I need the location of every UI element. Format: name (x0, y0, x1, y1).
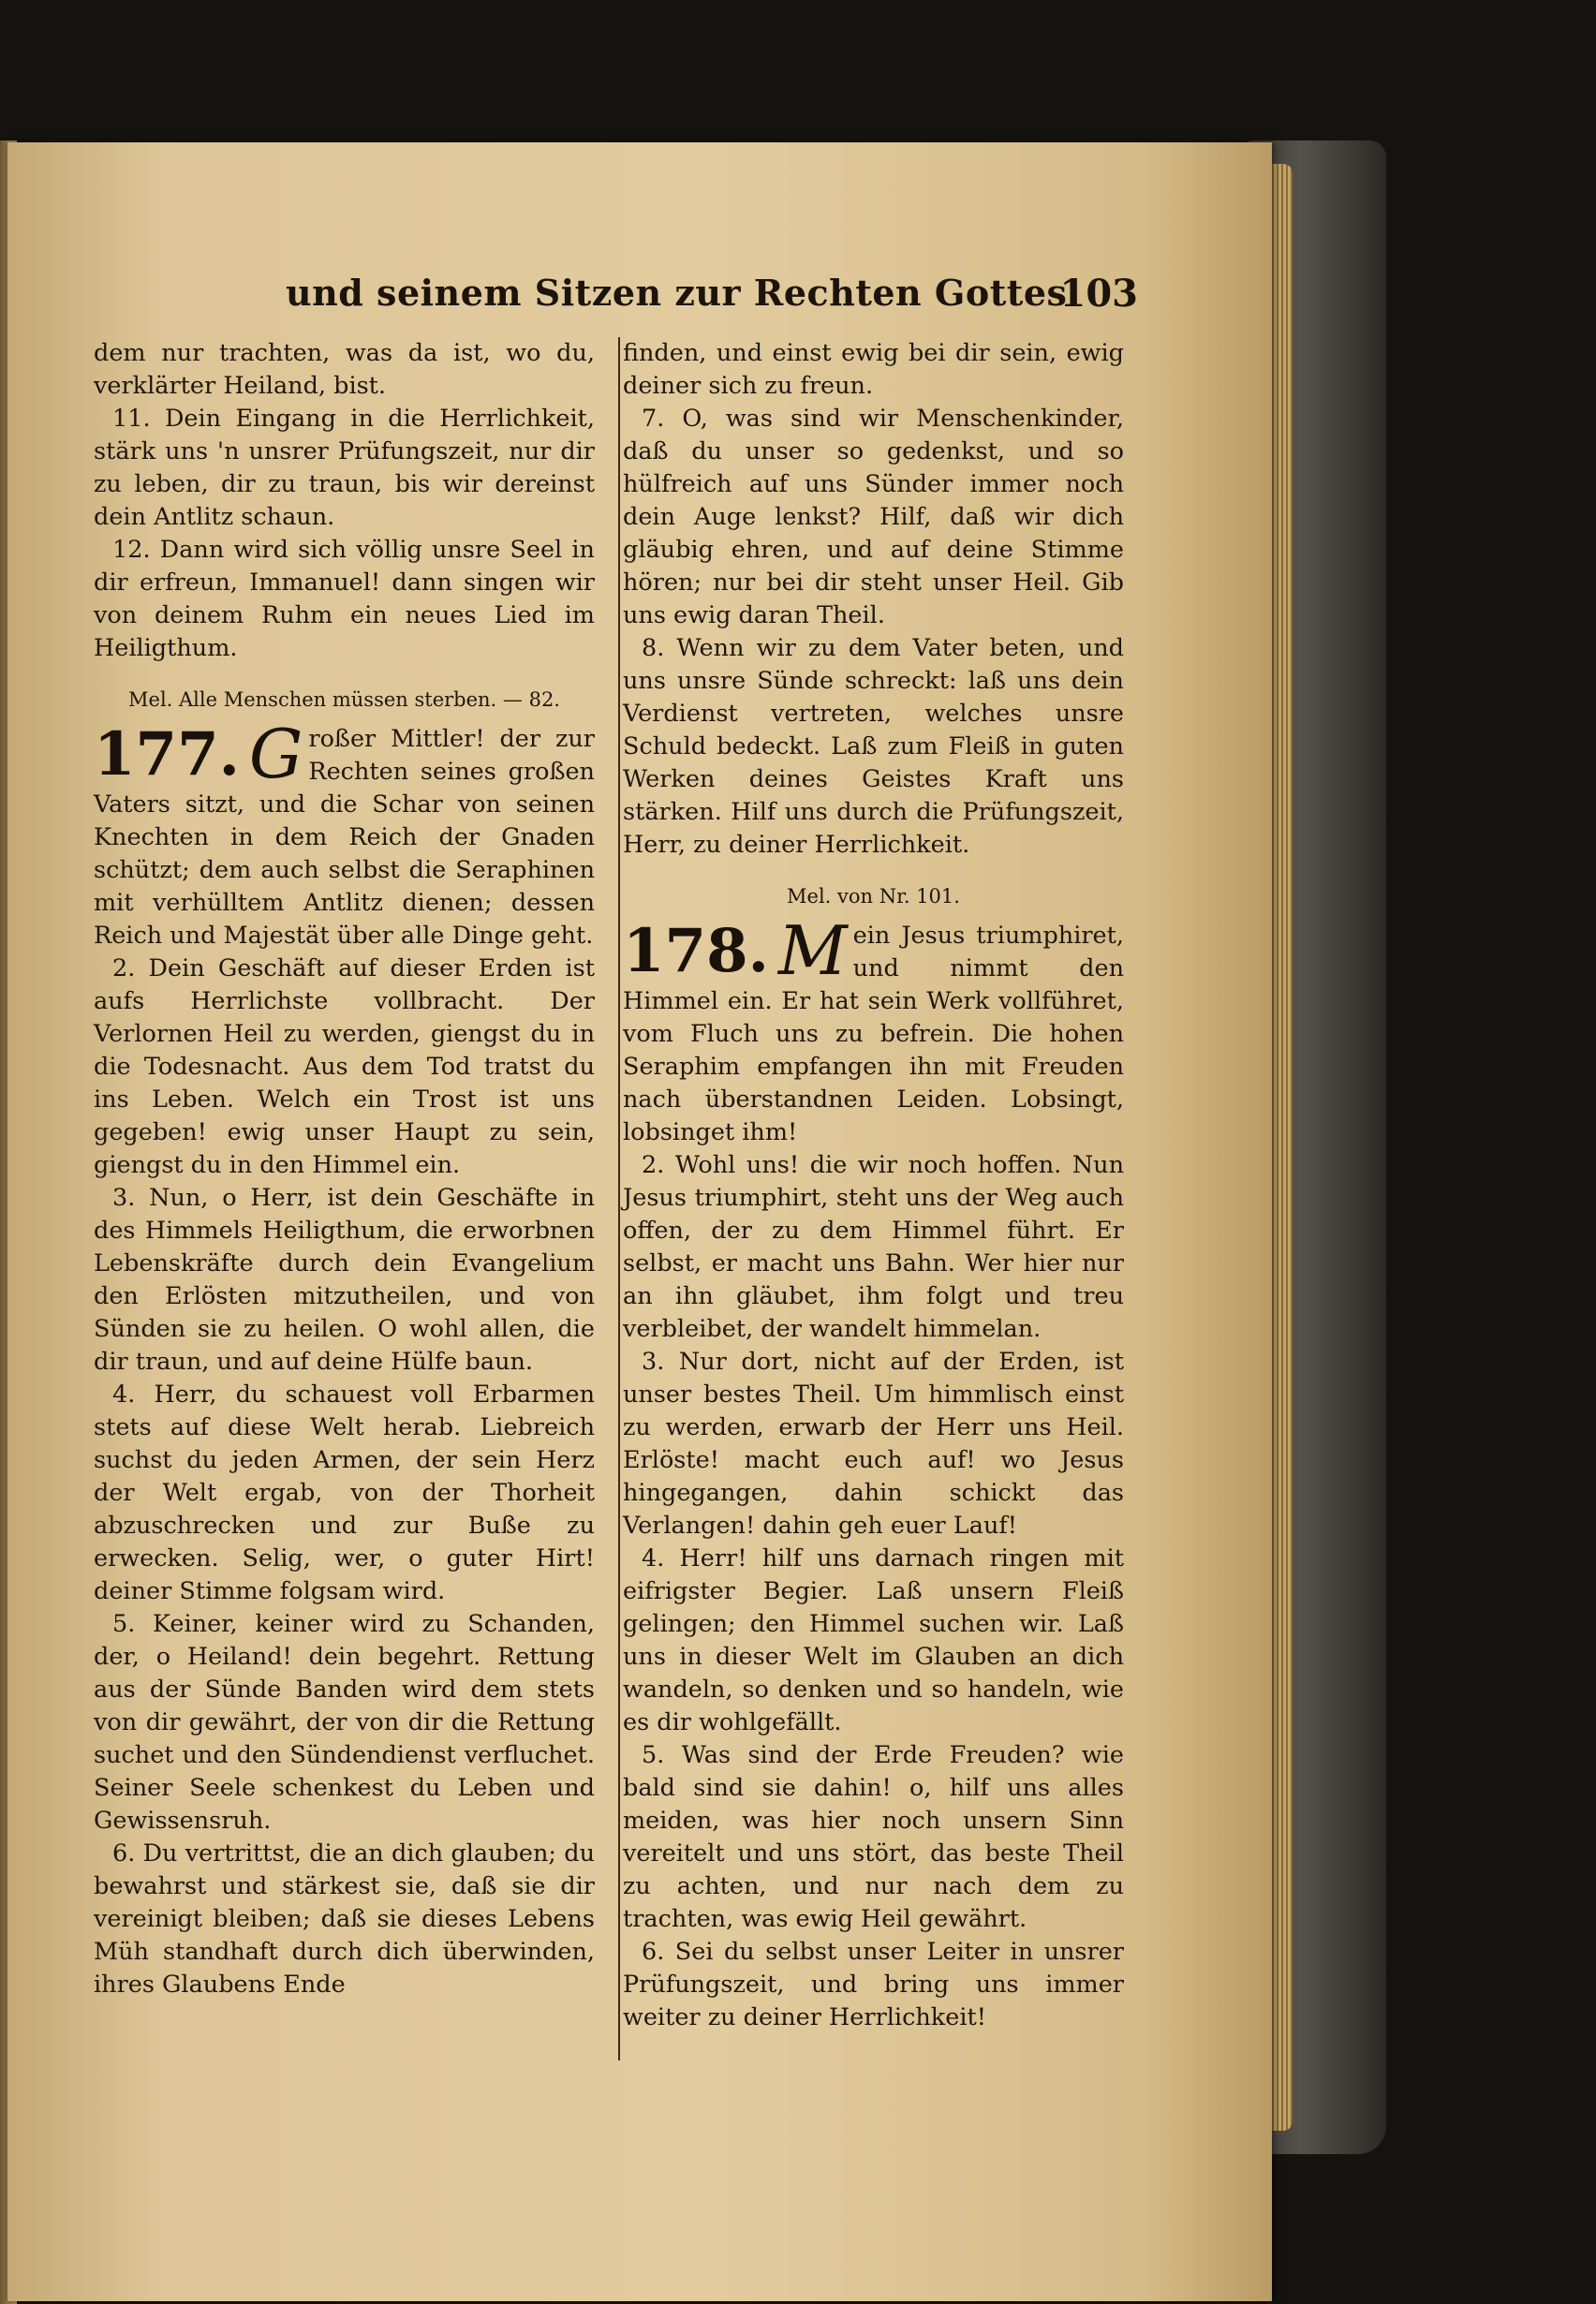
stanza: 3. Nur dort, nicht auf der Erden, ist unser bestes Theil. Um himmlisch einst zu werden, erwarb der Herr uns Heil. Erlöste! macht euch auf! wo Jesus hingegangen, dahin schickt das Verlangen! dahin geh euer Lauf! (623, 1348, 1124, 1540)
stanza: 5. Was sind der Erde Freuden? wie bald sind sie dahin! o, hilf uns alles meiden, was hier noch unsern Sinn vereitelt und uns stört, das beste Theil zu achten, und nur nach dem zu trachten, was ewig Heil gewährt. (623, 1741, 1124, 1933)
melody-line: Mel. von Nr. 101. (787, 885, 960, 908)
stanza-text: roßer Mittler! der zur Rechten seines großen Vaters sitzt, und die Schar von seinen Knechten in dem Reich der Gnaden schützt; dem auch selbst die Seraphinen mit verhülltem Antlitz dienen; dessen Reich und Majestät über alle Dinge geht. (94, 725, 595, 950)
hymn-177-first-stanza (94, 715, 595, 953)
stanza: 11. Dein Eingang in die Herrlichkeit, stärk uns 'n unsrer Prüfungszeit, nur dir zu leben, dir zu traun, bis wir dereinst dein Antlitz schaun. (94, 405, 595, 531)
paragraph: dem nur trachten, was da ist, wo du, verklärter Heiland, bist. (94, 339, 595, 400)
stanza: 5. Keiner, keiner wird zu Schanden, der, o Heiland! dein begehrt. Rettung aus der Sünde Banden wird dem stets von dir gewährt, der von dir die Rettung suchet und den Sündendienst verfluchet. Seiner Seele schenkest du Leben und Gewissensruh. (94, 1610, 595, 1835)
stanza: 7. O, was sind wir Menschenkinder, daß du unser so gedenkst, und so hülfreich auf uns Sünder immer noch dein Auge lenkst? Hilf, daß wir dich gläubig ehren, und auf deine Stimme hören; nur bei dir steht unser Heil. Gib uns ewig daran Theil. (623, 405, 1124, 629)
page-number: 103 (1059, 272, 1138, 316)
stanza: 2. Dein Geschäft auf dieser Erden ist aufs Herrlichste vollbracht. Der Verlornen Heil zu werden, giengst du in die Todesnacht. Aus dem Tod tratst du ins Leben. Welch ein Trost ist uns gegeben! ewig unser Haupt zu sein, giengst du in den Himmel ein. (94, 954, 595, 1179)
stanza: 12. Dann wird sich völlig unsre Seel in dir erfreun, Immanuel! dann singen wir von deinem Ruhm ein neues Lied im Heiligthum. (94, 536, 595, 662)
stanza: 6. Du vertrittst, die an dich glauben; du bewahrst und stärkest sie, daß sie dir vereinigt bleiben; daß sie dieses Lebens Müh standhaft durch dich überwinden, ihres Glaubens Ende (94, 1839, 595, 1999)
left-column (94, 337, 595, 2001)
stanza-text: ein Jesus triumphiret, und nimmt den Himmel ein. Er hat sein Werk vollführet, vom Fluch uns zu befrein. Die hohen Seraphim empfangen ihn mit Freuden nach überstandnen Leiden. Lobsingt, lobsinget ihm! (623, 922, 1124, 1146)
running-title: und seinem Sitzen zur Rechten Gottes. (286, 272, 1081, 314)
stanza: 2. Wohl uns! die wir noch hoffen. Nun Jesus triumphirt, steht uns der Weg auch offen, der zu dem Himmel führt. Er selbst, er macht uns Bahn. Wer hier nur an ihn gläubet, ihm folgt und treu verbleibet, der wandelt himmelan. (623, 1151, 1124, 1343)
hymn-number: 177. (94, 719, 240, 790)
melody-line: Mel. Alle Menschen müssen sterben. — 82. (128, 688, 560, 711)
drop-cap-initial: G (248, 715, 303, 793)
hymn-178-first-stanza (623, 911, 1124, 1149)
stanza: 4. Herr, du schauest voll Erbarmen stets auf diese Welt herab. Liebreich suchst du jeden Armen, der sein Herz der Welt ergab, von der Thorheit abzuschrecken und zur Buße zu erwecken. Selig, wer, o guter Hirt! deiner Stimme folgsam wird. (94, 1381, 595, 1605)
hymn-number: 178. (623, 916, 769, 986)
drop-cap-initial: M (777, 911, 848, 990)
stanza: 3. Nun, o Herr, ist dein Geschäfte in des Himmels Heiligthum, die erworbnen Lebenskräfte durch dein Evangelium den Erlösten mitzutheilen, und von Sünden sie zu heilen. O wohl allen, die dir traun, und auf deine Hülfe baun. (94, 1184, 595, 1376)
stanza: 8. Wenn wir zu dem Vater beten, und uns unsre Sünde schreckt: laß uns dein Verdienst vertreten, welches unsre Schuld bedeckt. Laß zum Fleiß in guten Werken deines Geistes Kraft uns stärken. Hilf uns durch die Prüfungszeit, Herr, zu deiner Herrlichkeit. (623, 634, 1124, 859)
column-divider (618, 337, 620, 2060)
right-column (623, 337, 1124, 2034)
stanza: 4. Herr! hilf uns darnach ringen mit eifrigster Begier. Laß unsern Fleiß gelingen; den Himmel suchen wir. Laß uns in dieser Welt im Glauben an dich wandeln, so denken und so handeln, wie es dir wohlgefällt. (623, 1544, 1124, 1736)
stanza: 6. Sei du selbst unser Leiter in unsrer Prüfungszeit, und bring uns immer weiter zu deiner Herrlichkeit! (623, 1938, 1124, 2031)
paragraph: finden, und einst ewig bei dir sein, ewig deiner sich zu freun. (623, 339, 1124, 400)
